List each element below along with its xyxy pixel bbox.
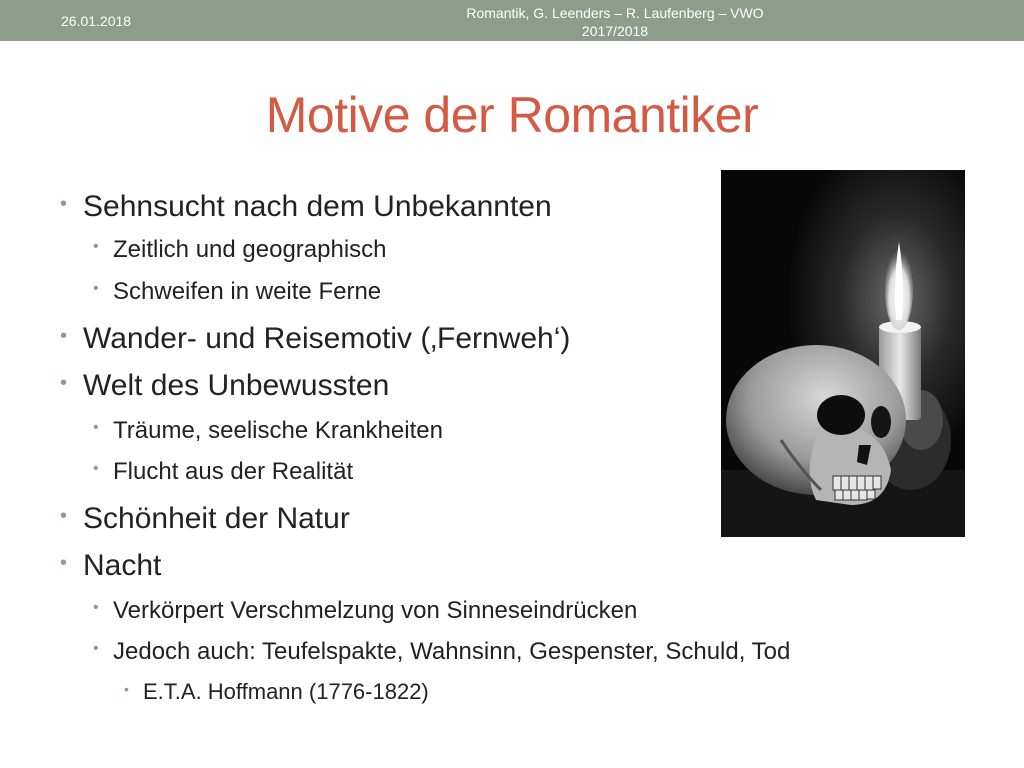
bullet-text: Welt des Unbewussten — [83, 369, 390, 402]
bullet-text: Zeitlich und geographisch — [113, 236, 387, 263]
bullet-night — [60, 549, 162, 583]
sub-sub-bullet-hoffmann — [124, 679, 429, 705]
bullet-dot-icon: • — [93, 460, 99, 477]
bullet-text: Nacht — [83, 549, 162, 582]
header-date: 26.01.2018 — [61, 13, 132, 29]
footer-line-2: 2017/2018 — [581, 23, 649, 39]
bullet-text: Flucht aus der Realität — [113, 458, 354, 485]
bullet-text: Sehnsucht nach dem Unbekannten — [83, 190, 552, 223]
bullet-nature — [60, 502, 350, 536]
bullet-travel — [60, 322, 571, 356]
bullet-longing — [60, 190, 552, 224]
bullet-dot-icon: • — [60, 193, 68, 215]
bullet-text: E.T.A. Hoffmann (1776-1822) — [143, 679, 429, 704]
sub-bullet-temporal — [93, 236, 387, 264]
skull-candle-image — [721, 170, 965, 537]
bullet-dot-icon: • — [60, 325, 68, 347]
bullet-dot-icon: • — [93, 238, 99, 255]
sub-bullet-synesthesia — [93, 597, 638, 625]
bullet-unconscious — [60, 369, 390, 403]
sub-bullet-dark-themes — [93, 638, 791, 666]
sub-bullet-roaming — [93, 278, 382, 306]
bullet-dot-icon: • — [93, 280, 99, 297]
bullet-dot-icon: • — [60, 552, 68, 574]
bullet-dot-icon: • — [93, 419, 99, 436]
bullet-text: Jedoch auch: Teufelspakte, Wahnsinn, Gespenster, Schuld, Tod — [113, 638, 791, 665]
slide-title: Motive der Romantiker — [265, 87, 759, 143]
bullet-dot-icon: • — [93, 640, 99, 657]
bullet-text: Schönheit der Natur — [83, 502, 350, 535]
sub-bullet-dreams — [93, 417, 443, 445]
sub-bullet-escape — [93, 458, 354, 486]
bullet-text: Wander- und Reisemotiv (‚Fernweh‘) — [83, 322, 571, 355]
bullet-dot-icon: • — [93, 599, 99, 616]
bullet-text: Träume, seelische Krankheiten — [113, 417, 443, 444]
bullet-dot-icon: • — [60, 505, 68, 527]
bullet-text: Schweifen in weite Ferne — [113, 278, 382, 305]
bullet-dot-icon: • — [60, 372, 68, 394]
footer-line-1: Romantik, G. Leenders – R. Laufenberg – VWO — [466, 5, 764, 21]
bullet-text: Verkörpert Verschmelzung von Sinneseindrücken — [113, 597, 638, 624]
bullet-dot-icon: • — [124, 681, 129, 697]
